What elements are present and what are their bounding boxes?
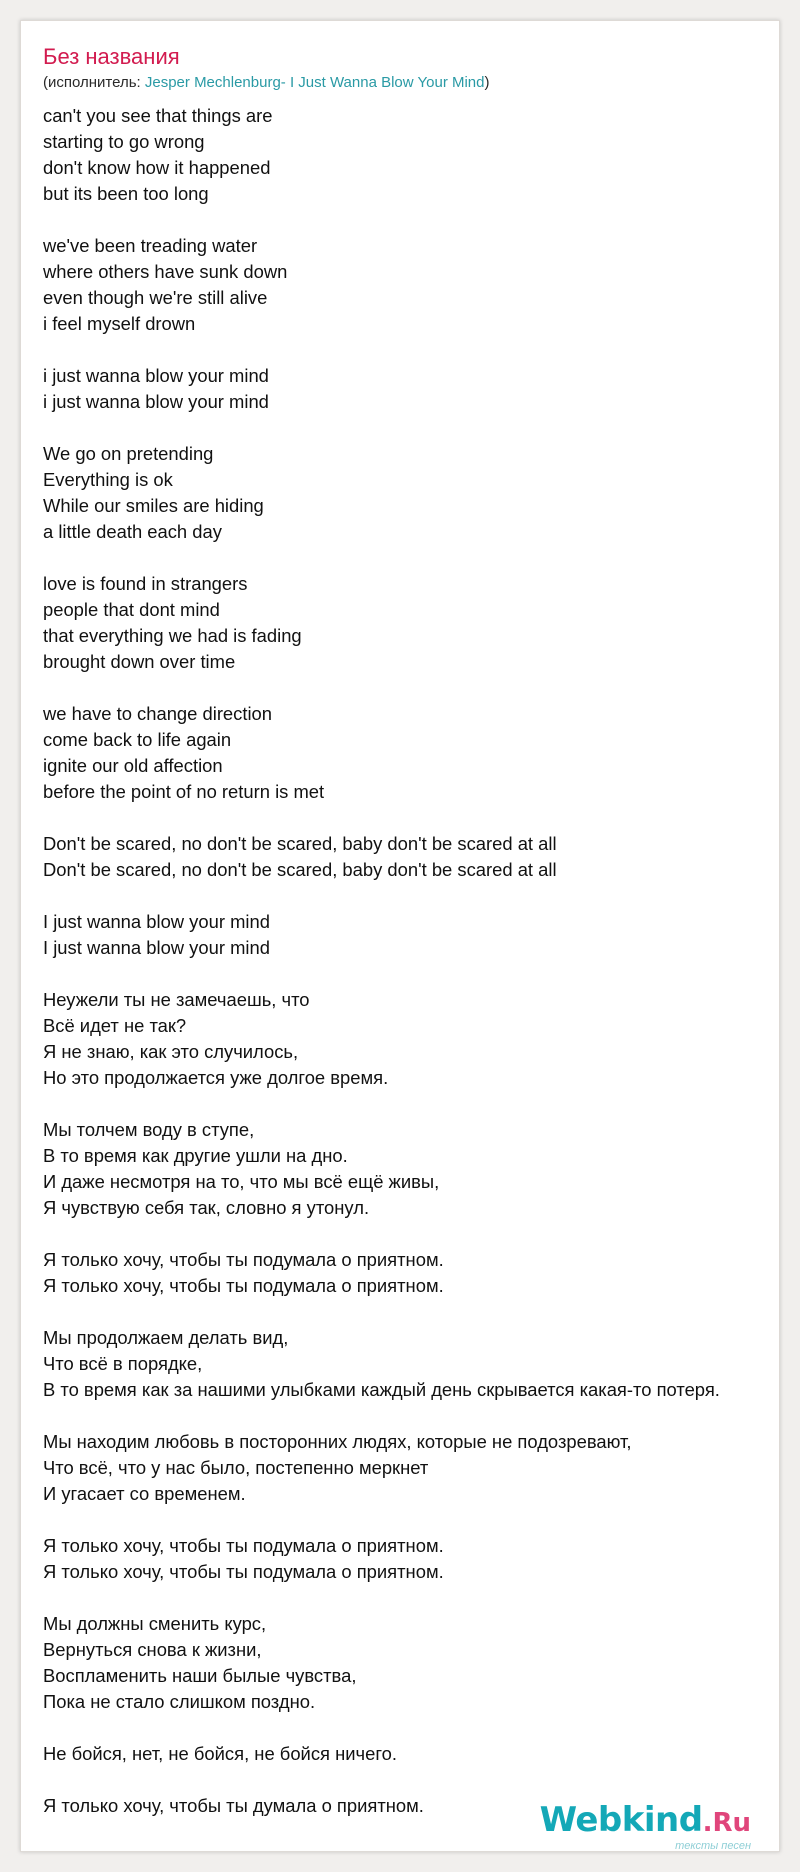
lyrics-line: Я только хочу, чтобы ты подумала о приятном. [43,1275,444,1296]
lyrics-stanza [43,1247,777,1299]
logo-tld: .Ru [702,1808,751,1838]
lyrics-stanza [43,909,777,961]
lyrics-stanza [43,987,777,1091]
artist-line [43,73,490,93]
lyrics-stanza [43,103,777,207]
lyrics-stanza [43,571,777,675]
lyrics-line: Не бойся, нет, не бойся, не бойся ничего. [43,1743,397,1764]
lyrics-line: Я не знаю, как это случилось, [43,1041,299,1062]
lyrics-line: Don't be scared, no don't be scared, baby don't be scared at all [43,859,557,880]
lyrics-line: people that dont mind [43,599,220,620]
lyrics-line: Я только хочу, чтобы ты думала о приятном. [43,1795,424,1816]
lyrics-line: don't know how it happened [43,157,271,178]
lyrics-line: a little death each day [43,521,222,542]
lyrics-stanza [43,831,777,883]
lyrics-line: we have to change direction [43,703,273,724]
lyrics-line: В то время как за нашими улыбками каждый день скрывается какая-то потеря. [43,1379,720,1400]
lyrics-line: Всё идет не так? [43,1015,187,1036]
lyrics-line: Вернуться снова к жизни, [43,1639,262,1660]
lyrics-line: we've been treading water [43,235,258,256]
lyrics-line: love is found in strangers [43,573,248,594]
lyrics-line: Everything is ok [43,469,173,490]
lyrics-line: Я только хочу, чтобы ты подумала о приятном. [43,1535,444,1556]
lyrics-line: Мы толчем воду в ступе, [43,1119,255,1140]
site-logo[interactable] [539,1800,751,1852]
lyrics-line: Что всё в порядке, [43,1353,203,1374]
lyrics-line: While our smiles are hiding [43,495,264,516]
lyrics-line: Мы находим любовь в посторонних людях, которые не подозревают, [43,1431,632,1452]
lyrics-line: i feel myself drown [43,313,196,334]
lyrics-line: I just wanna blow your mind [43,911,270,932]
lyrics-line: that everything we had is fading [43,625,302,646]
lyrics-line: but its been too long [43,183,209,204]
lyrics-line: starting to go wrong [43,131,205,152]
logo-tagline: тексты песен [675,1840,751,1852]
lyrics-line: Я только хочу, чтобы ты подумала о приятном. [43,1249,444,1270]
lyrics-line: Я чувствую себя так, словно я утонул. [43,1197,370,1218]
lyrics-line: Я только хочу, чтобы ты подумала о приятном. [43,1561,444,1582]
lyrics-line: We go on pretending [43,443,214,464]
lyrics-line: Воспламенить наши былые чувства, [43,1665,357,1686]
artist-suffix: ) [484,74,490,91]
lyrics-stanza [43,233,777,337]
lyrics-line: i just wanna blow your mind [43,391,269,412]
lyrics-text [43,103,777,1845]
lyrics-stanza [43,1611,777,1715]
lyrics-line: Но это продолжается уже долгое время. [43,1067,389,1088]
lyrics-stanza [43,441,777,545]
lyrics-line: Пока не стало слишком поздно. [43,1691,316,1712]
lyrics-line: Неужели ты не замечаешь, что [43,989,310,1010]
lyrics-stanza [43,1533,777,1585]
lyrics-line: Мы должны сменить курс, [43,1613,267,1634]
lyrics-line: I just wanna blow your mind [43,937,270,958]
lyrics-line: where others have sunk down [43,261,288,282]
lyrics-line: И угасает со временем. [43,1483,246,1504]
artist-prefix: (исполнитель: [43,74,145,91]
lyrics-stanza [43,363,777,415]
lyrics-line: В то время как другие ушли на дно. [43,1145,348,1166]
lyrics-line: Don't be scared, no don't be scared, baby don't be scared at all [43,833,557,854]
artist-link[interactable]: Jesper Mechlenburg- I Just Wanna Blow Your Mind [144,74,485,91]
lyrics-line: even though we're still alive [43,287,268,308]
lyrics-line: can't you see that things are [43,105,273,126]
lyrics-line: Мы продолжаем делать вид, [43,1327,289,1348]
logo-name: Webkind [539,1800,703,1840]
lyrics-line: И даже несмотря на то, что мы всё ещё живы, [43,1171,440,1192]
lyrics-stanza [43,1429,777,1507]
lyrics-stanza [43,701,777,805]
lyrics-line: ignite our old affection [43,755,223,776]
lyrics-line: before the point of no return is met [43,781,325,802]
lyrics-line: brought down over time [43,651,236,672]
lyrics-stanza [43,1117,777,1221]
page-title: Без названия [43,44,180,69]
lyrics-stanza [43,1325,777,1403]
lyrics-page [20,20,780,1852]
lyrics-line: Что всё, что у нас было, постепенно меркнет [43,1457,429,1478]
lyrics-line: come back to life again [43,729,232,750]
lyrics-stanza [43,1741,777,1767]
lyrics-line: i just wanna blow your mind [43,365,269,386]
